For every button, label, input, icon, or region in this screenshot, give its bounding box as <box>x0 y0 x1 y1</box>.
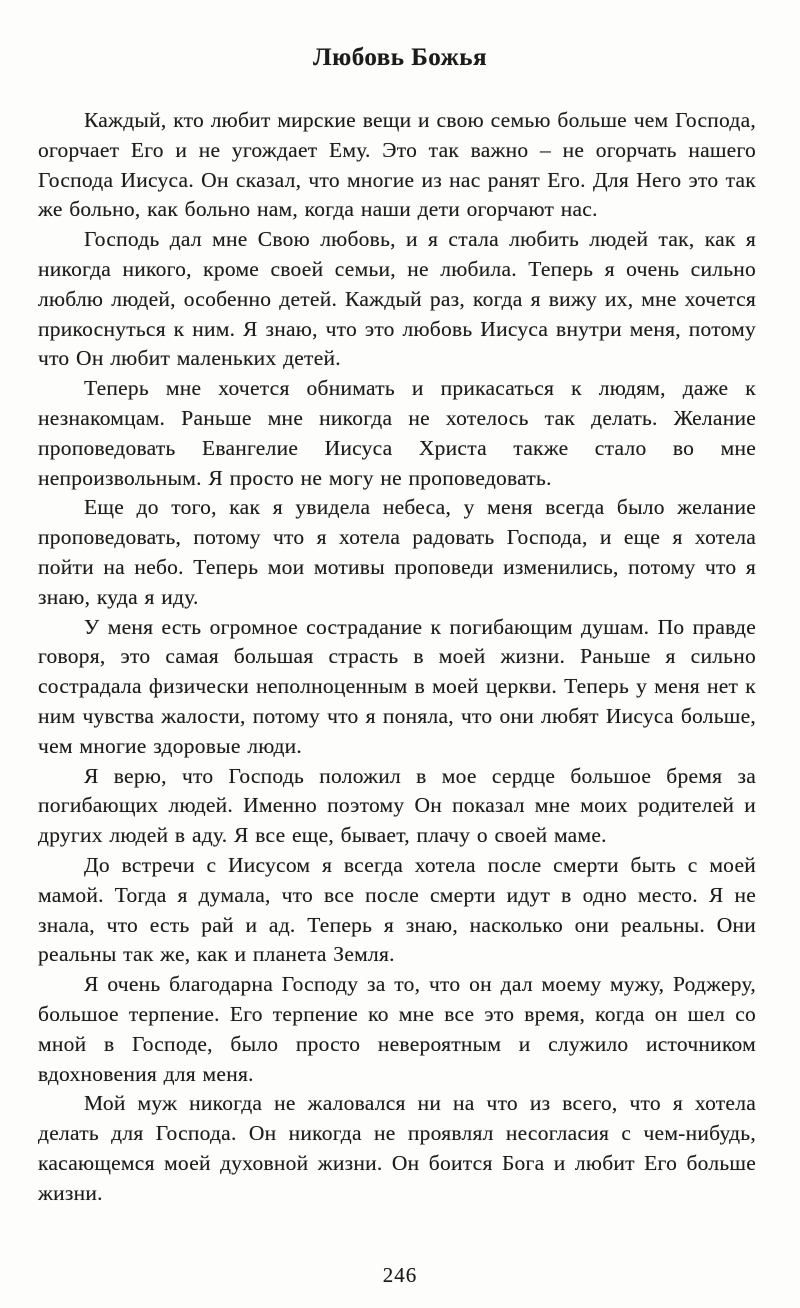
paragraph: У меня есть огромное сострадание к погибающим душам. По правде говоря, это самая большая страсть в моей жизни. Раньше я сильно сострадала физически неполноценным в моей церкви. Теперь у меня нет к ним чувства жалости, потому что я поняла, что они любят Иисуса больше, чем многие здоровые люди. <box>38 614 756 758</box>
chapter-title: Любовь Божья <box>312 44 488 71</box>
paragraph: Господь дал мне Свою любовь, и я стала любить людей так, как я никогда никого, кроме своей семьи, не любила. Теперь я очень сильно люблю людей, особенно детей. Каждый раз, когда я вижу их, мне хочется прикоснуться к ним. Я знаю, что это любовь Иисуса внутри меня, потому что Он любит маленьких детей. <box>38 227 756 371</box>
paragraph: Мой муж никогда не жаловался ни на что из всего, что я хотела делать для Господа. Он никогда не проявлял несогласия с чем-нибудь, касающемся моей духовной жизни. Он боится Бога и любит Его больше жизни. <box>38 1091 756 1205</box>
paragraph: Теперь мне хочется обнимать и прикасаться к людям, даже к незнакомцам. Раньше мне никогда не хотелось так делать. Желание проповедовать Евангелие Иисуса Христа также стало во мне непроизвольным. Я просто не могу не проповедовать. <box>38 376 756 490</box>
paragraph: До встречи с Иисусом я всегда хотела после смерти быть с моей мамой. Тогда я думала, что все после смерти идут в одно место. Я не знала, что есть рай и ад. Теперь я знаю, насколько они реальны. Они реальны так же, как и планета Земля. <box>38 852 756 967</box>
paragraph: Каждый, кто любит мирские вещи и свою семью больше чем Господа, огорчает Его и не угождает Ему. Это так важно – не огорчать нашего Господа Иисуса. Он сказал, что многие из нас ранят Его. Для Него это так же больно, как больно нам, когда наши дети огорчают нас. <box>38 108 756 222</box>
page-number: 246 <box>382 1263 418 1287</box>
paragraph: Я верю, что Господь положил в мое сердце большое бремя за погибающих людей. Именно поэтому Он показал мне моих родителей и других людей в аду. Я все еще, бывает, плачу о своей маме. <box>38 763 756 848</box>
paragraph: Я очень благодарна Господу за то, что он дал моему мужу, Роджеру, большое терпение. Его терпение ко мне все это время, когда он шел со мной в Господе, было просто невероятным и служило источником вдохновения для меня. <box>38 972 756 1086</box>
paragraph: Еще до того, как я увидела небеса, у меня всегда было желание проповедовать, потому что я хотела радовать Господа, и еще я хотела пойти на небо. Теперь мои мотивы проповеди изменились, потому что я знаю, куда я иду. <box>38 495 756 609</box>
paragraphs-container <box>0 106 800 1208</box>
